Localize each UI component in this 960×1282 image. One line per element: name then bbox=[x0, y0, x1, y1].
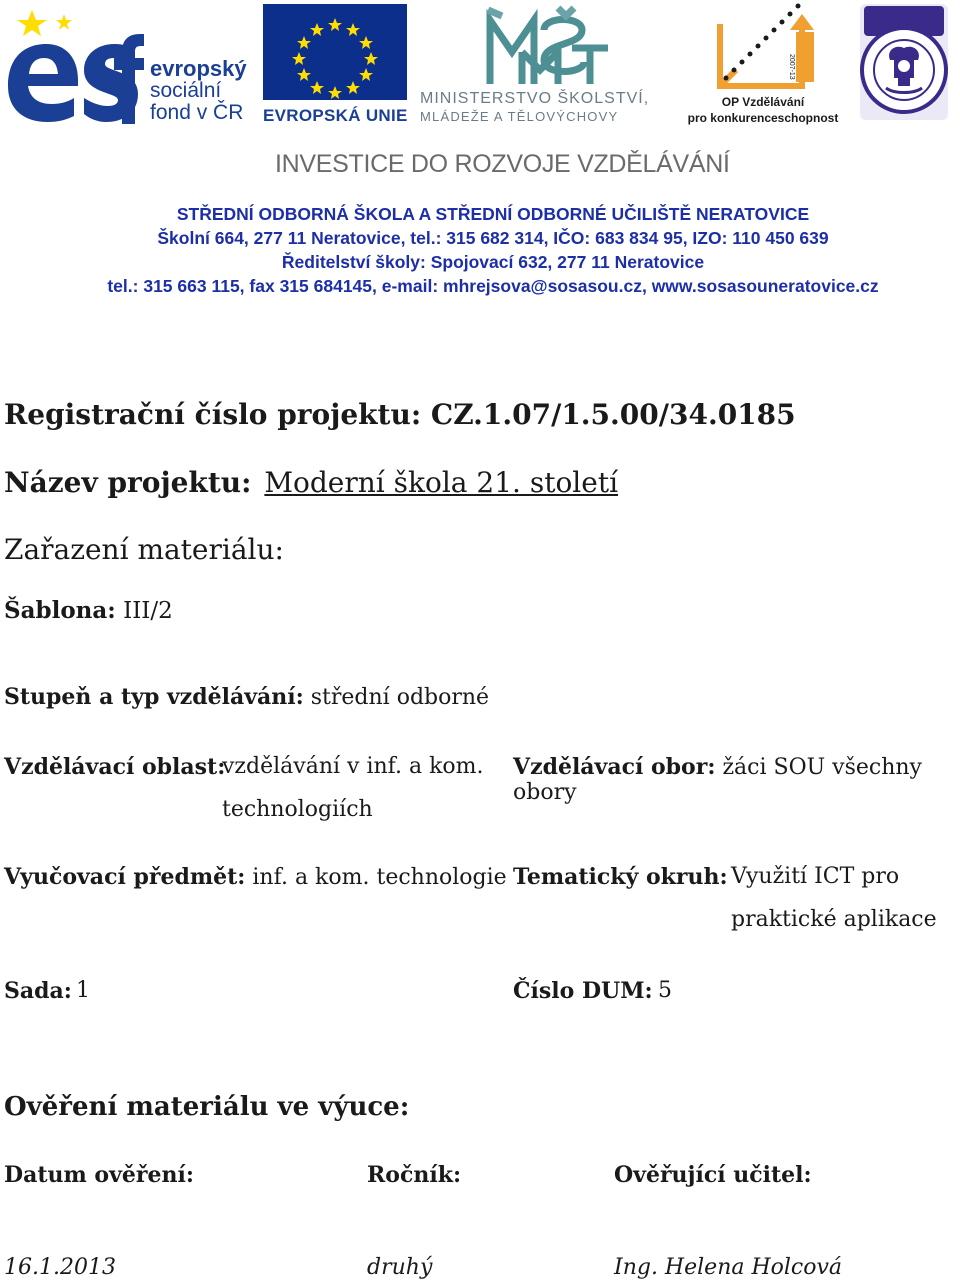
op-arrow-icon bbox=[712, 2, 822, 90]
esf-caption bbox=[150, 58, 247, 124]
okruh-value-line2: praktické aplikace bbox=[731, 907, 937, 932]
msmt-monogram-icon bbox=[482, 2, 612, 88]
verification-grade-label: Ročník: bbox=[367, 1162, 462, 1188]
school-seal-icon bbox=[856, 4, 952, 122]
esf-line2: sociální bbox=[150, 79, 222, 102]
obor-label: Vzdělávací obor: bbox=[513, 754, 716, 780]
esf-logo bbox=[2, 6, 252, 124]
sablona-label: Šablona: bbox=[4, 597, 116, 624]
op-years: 2007-13 bbox=[788, 54, 795, 80]
obor-value: žáci SOU všechny obory bbox=[513, 755, 922, 805]
eu-flag-icon bbox=[263, 4, 407, 100]
oblast-value-line2: technologiích bbox=[222, 797, 373, 822]
oblast-value-line1: vzdělávání v inf. a kom. bbox=[222, 754, 484, 779]
eu-logo bbox=[263, 4, 411, 126]
verification-date-label: Datum ověření: bbox=[4, 1162, 194, 1188]
verification-grade-value: druhý bbox=[367, 1255, 433, 1280]
okruh-label: Tematický okruh: bbox=[513, 864, 728, 890]
sablona-row bbox=[4, 597, 173, 624]
dum-label: Číslo DUM: bbox=[513, 978, 653, 1004]
predmet-value: inf. a kom. technologie bbox=[252, 865, 507, 890]
msmt-line2: MLÁDEŽE A TĚLOVÝCHOVY bbox=[420, 109, 619, 124]
verification-heading: Ověření materiálu ve výuce: bbox=[4, 1092, 410, 1122]
verification-teacher-value: Ing. Helena Holcová bbox=[614, 1255, 843, 1280]
stupen-row bbox=[4, 684, 489, 710]
eu-caption: EVROPSKÁ UNIE bbox=[263, 106, 408, 125]
stupen-value: střední odborné bbox=[310, 685, 490, 710]
stupen-label: Stupeň a typ vzdělávání: bbox=[4, 684, 304, 710]
registration-label: Registrační číslo projektu: bbox=[4, 398, 422, 431]
sada-value: 1 bbox=[76, 978, 90, 1003]
project-name-value: Moderní škola 21. století bbox=[264, 466, 619, 499]
project-name-line bbox=[4, 466, 618, 499]
obor-row bbox=[513, 754, 960, 805]
op-logo bbox=[678, 2, 848, 126]
esf-f-icon bbox=[114, 34, 144, 124]
op-line1: OP Vzdělávání bbox=[721, 95, 805, 109]
msmt-line1: MINISTERSTVO ŠKOLSTVÍ, bbox=[420, 90, 650, 107]
msmt-logo bbox=[420, 2, 670, 126]
oblast-label: Vzdělávací oblast: bbox=[4, 754, 226, 780]
material-classification-heading: Zařazení materiálu: bbox=[4, 533, 284, 566]
esf-line1: evropský bbox=[150, 56, 247, 81]
verification-teacher-label: Ověřující učitel: bbox=[614, 1162, 812, 1188]
registration-line bbox=[4, 398, 796, 431]
sablona-value: III/2 bbox=[123, 598, 173, 624]
project-name-label: Název projektu: bbox=[4, 466, 252, 499]
predmet-row bbox=[4, 864, 507, 890]
okruh-value-line1: Využití ICT pro bbox=[731, 864, 900, 889]
dum-value: 5 bbox=[658, 978, 672, 1003]
school-office: Ředitelství školy: Spojovací 632, 277 11 Neratovice bbox=[281, 252, 705, 272]
school-address: Školní 664, 277 11 Neratovice, tel.: 315 682 314, IČO: 683 834 95, IZO: 110 450 639 bbox=[157, 228, 829, 248]
registration-number: CZ.1.07/1.5.00/34.0185 bbox=[430, 398, 796, 431]
verification-date-value: 16.1.2013 bbox=[4, 1255, 116, 1280]
investice-tagline: INVESTICE DO ROZVOJE VZDĚLÁVÁNÍ bbox=[275, 150, 730, 178]
esf-line3: fond v ČR bbox=[150, 101, 244, 124]
op-caption bbox=[678, 94, 848, 126]
sada-label: Sada: bbox=[4, 978, 72, 1004]
school-seal-logo bbox=[856, 4, 952, 122]
predmet-label: Vyučovací předmět: bbox=[4, 864, 246, 890]
school-contact: tel.: 315 663 115, fax 315 684145, e-mail: mhrejsova@sosasou.cz, www.sosasouneratovice.cz bbox=[107, 276, 879, 296]
school-name: STŘEDNÍ ODBORNÁ ŠKOLA A STŘEDNÍ ODBORNÉ UČILIŠTĚ NERATOVICE bbox=[176, 204, 810, 224]
op-line2: pro konkurenceschopnost bbox=[687, 111, 839, 125]
